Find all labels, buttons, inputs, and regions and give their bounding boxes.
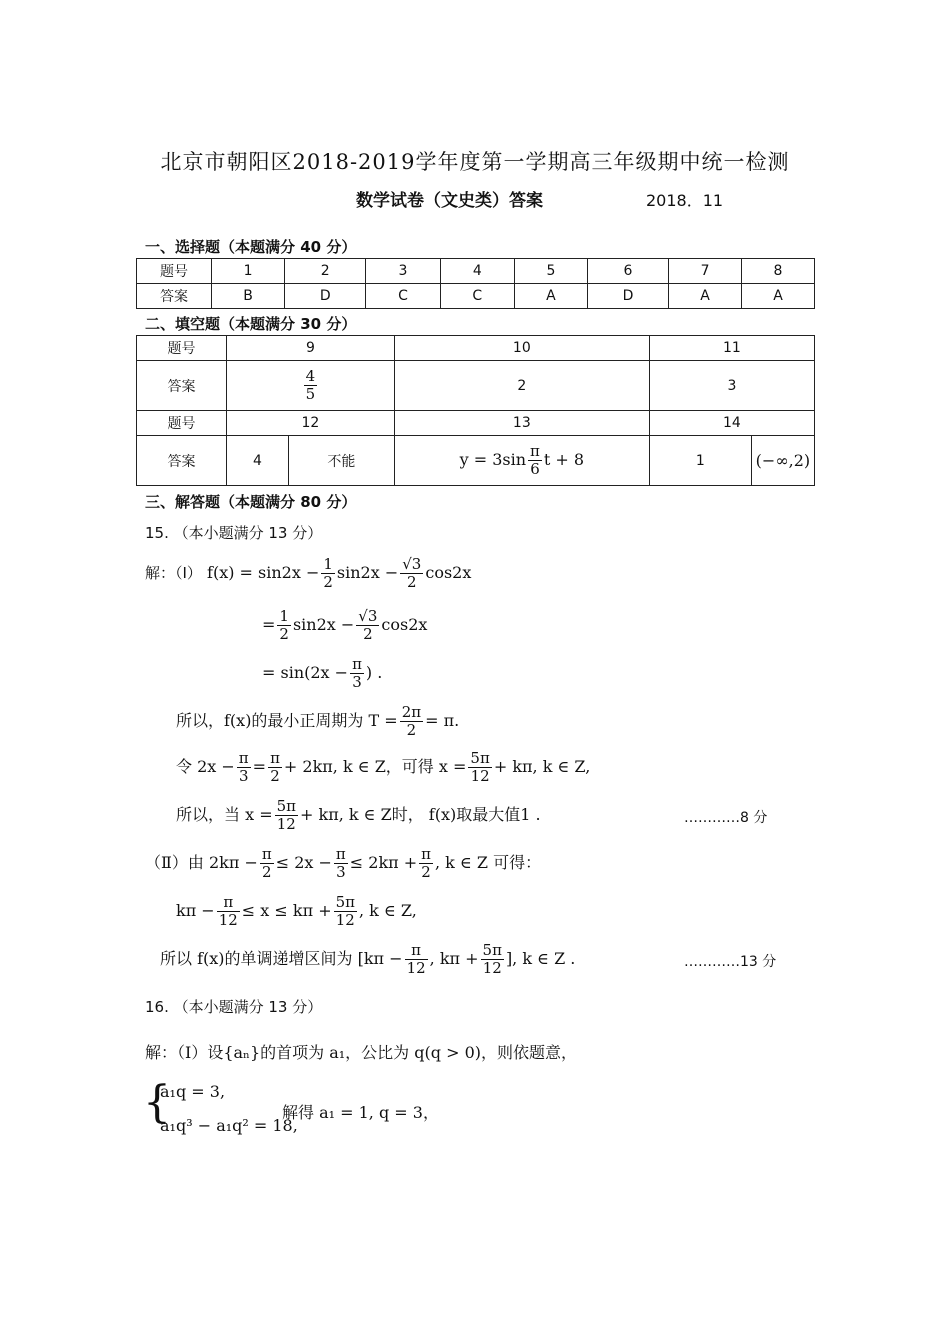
fraction: $\frac{\pi}{3}$ (335, 845, 346, 881)
answer-cell: B (212, 284, 285, 309)
table-row (137, 361, 815, 411)
question-number: 10 (394, 336, 649, 361)
fraction: $\frac{\pi}{6}$ (530, 442, 540, 478)
fraction: $\frac{5\pi}{12}$ (482, 941, 502, 977)
formula-line: 所以 f(x)的单调递增区间为 [kπ − $\frac{\pi}{12}$ , kπ + $\frac{5\pi}{12}$ ], k ∈ Z . (160, 941, 576, 977)
answer-cell: 1 (649, 436, 751, 486)
question-number: 3 (366, 259, 440, 284)
answer-cell: A (669, 284, 742, 309)
answer-cell: 4 (227, 436, 289, 486)
row-label-question: 题号 (137, 336, 227, 361)
fraction: $\frac{\pi}{2}$ (270, 749, 280, 785)
exam-date: 2018．11 (646, 191, 724, 210)
answer-cell: 2 (394, 361, 649, 411)
fraction: $\frac{√3}{2}$ (358, 607, 378, 643)
section3-heading: 三、解答题（本题满分 80 分） (145, 493, 357, 511)
answer-cell: A (742, 284, 815, 309)
formula-line: 令 2x − $\frac{\pi}{3}$ = $\frac{\pi}{2}$ + 2kπ, k ∈ Z，可得 x = $\frac{5\pi}{12}$ + kπ, k ∈ Z, (176, 749, 591, 785)
answer-cell: 3 (649, 361, 814, 411)
question-number: 11 (649, 336, 814, 361)
row-label-answer: 答案 (137, 284, 212, 309)
fraction: $\frac{\pi}{12}$ (406, 941, 426, 977)
formula-line: kπ − $\frac{\pi}{12}$ ≤ x ≤ kπ + $\frac{5\pi}{12}$ , k ∈ Z, (176, 893, 417, 929)
score-marker: …………8 分 (684, 810, 768, 826)
question-number: 12 (227, 411, 395, 436)
row-label-answer: 答案 (137, 436, 227, 486)
fraction: $\frac{1}{2}$ (279, 607, 289, 643)
question-number: 13 (394, 411, 649, 436)
section2-heading: 二、填空题（本题满分 30 分） (145, 315, 357, 333)
score-marker: …………13 分 (684, 954, 777, 970)
formula-line: 所以，f(x)的最小正周期为 T = $\frac{2\pi}{2}$ = π. (176, 703, 460, 739)
equation-line: a₁q = 3, (160, 1082, 226, 1101)
problem-15-title: 15. （本小题满分 13 分） (145, 524, 323, 542)
answer-cell: C (440, 284, 514, 309)
answer-cell: (−∞,2) (751, 436, 814, 486)
fraction: $\frac{\pi}{12}$ (218, 893, 238, 929)
table-row (137, 436, 815, 486)
question-number: 4 (440, 259, 514, 284)
row-label-question: 题号 (137, 259, 212, 284)
question-number: 7 (669, 259, 742, 284)
formula-line: 所以，当 x = $\frac{5\pi}{12}$ + kπ, k ∈ Z时， f(x)取最大值1 . (176, 797, 541, 833)
fraction: $\frac{2\pi}{2}$ (401, 703, 422, 739)
question-number: 5 (514, 259, 587, 284)
table-row (137, 411, 815, 436)
formula-line: （Ⅱ）由 2kπ − $\frac{\pi}{2}$ ≤ 2x − $\frac{\pi}{3}$ ≤ 2kπ + $\frac{\pi}{2}$ , k ∈ Z 可得： (145, 845, 542, 881)
question-number: 8 (742, 259, 815, 284)
formula-line: = sin(2x − $\frac{\pi}{3}$ ) . (262, 655, 383, 691)
answer-cell: D (587, 284, 668, 309)
page-title: 北京市朝阳区2018-2019学年度第一学期高三年级期中统一检测 (160, 150, 790, 174)
fraction: $\frac{5\pi}{12}$ (335, 893, 355, 929)
formula-line: 解：（Ⅰ） f(x) = sin2x − $\frac{1}{2}$ sin2x − $\frac{√3}{2}$ cos2x (145, 555, 472, 591)
formula-line: 解得 a₁ = 1, q = 3， (282, 1103, 439, 1122)
answer-cell: 不能 (289, 436, 395, 486)
equation-line: a₁q³ − a₁q² = 18, (160, 1116, 298, 1135)
answer-cell: A (514, 284, 587, 309)
page-subtitle: 数学试卷（文史类）答案 (356, 191, 543, 211)
fraction: $\frac{1}{2}$ (323, 555, 333, 591)
row-label-question: 题号 (137, 411, 227, 436)
section1-heading: 一、选择题（本题满分 40 分） (145, 238, 357, 256)
fraction: $\frac{\pi}{2}$ (421, 845, 431, 881)
fill-answer-table (136, 335, 815, 486)
fraction: $\frac{5\pi}{12}$ (470, 749, 490, 785)
question-number: 14 (649, 411, 814, 436)
answer-cell: D (285, 284, 366, 309)
choice-answer-table (136, 258, 815, 309)
fraction: $\frac{\pi}{2}$ (261, 845, 272, 881)
question-number: 1 (212, 259, 285, 284)
row-label-answer: 答案 (137, 361, 227, 411)
question-number: 2 (285, 259, 366, 284)
fraction: $\frac{√3}{2}$ (402, 555, 422, 591)
formula-line: = $\frac{1}{2}$ sin2x − $\frac{√3}{2}$ cos2x (262, 607, 428, 643)
table-row (137, 336, 815, 361)
formula-line: 解：（Ⅰ）设{aₙ}的首项为 a₁，公比为 q(q > 0)，则依题意， (145, 1043, 577, 1062)
question-number: 6 (587, 259, 668, 284)
fraction: $\frac{\pi}{3}$ (238, 749, 249, 785)
table-row (137, 259, 815, 284)
problem-16-title: 16. （本小题满分 13 分） (145, 998, 323, 1016)
fraction: $\frac{4}{5}$ (305, 367, 316, 403)
answer-cell: C (366, 284, 440, 309)
brace-icon: { (143, 1077, 171, 1128)
answer-cell: y = 3sin $\frac{\pi}{6}$ t + 8 (394, 436, 649, 486)
fraction: $\frac{5\pi}{12}$ (276, 797, 297, 833)
fraction: $\frac{\pi}{3}$ (352, 655, 362, 691)
table-row (137, 284, 815, 309)
question-number: 9 (227, 336, 395, 361)
answer-cell (227, 361, 395, 411)
